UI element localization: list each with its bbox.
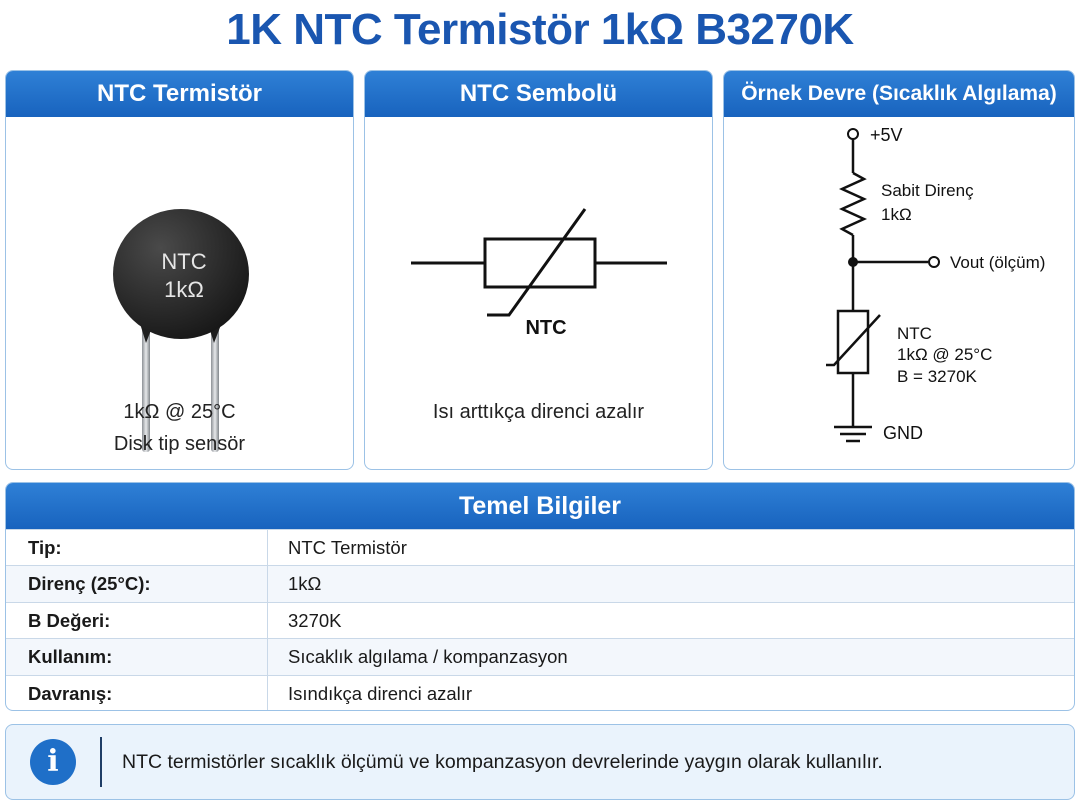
component-panel bbox=[5, 70, 354, 470]
ntc-symbol-slash bbox=[487, 209, 585, 315]
fixed-resistor bbox=[842, 173, 864, 235]
ntc-symbol bbox=[365, 117, 713, 397]
supply-terminal bbox=[848, 129, 858, 139]
output-terminal bbox=[929, 257, 939, 267]
ntc-symbol-body bbox=[485, 239, 595, 287]
table-row bbox=[6, 638, 1074, 674]
circuit-panel bbox=[723, 70, 1075, 470]
symbol-caption: Isı arttıkça direnci azalır bbox=[432, 401, 645, 423]
row-value: NTC Termistör bbox=[288, 537, 407, 558]
row-value: 1kΩ bbox=[288, 573, 322, 595]
row-value: Sıcaklık algılama / kompanzasyon bbox=[288, 646, 568, 668]
symbol-panel bbox=[364, 70, 713, 470]
table-row bbox=[6, 602, 1074, 638]
ground-label: GND bbox=[883, 423, 923, 443]
thermistor-disk bbox=[113, 209, 249, 339]
output-label: Vout (ölçüm) bbox=[950, 253, 1046, 272]
fixed-resistor-label-line1: Sabit Direnç bbox=[881, 181, 974, 200]
table-row bbox=[6, 529, 1074, 565]
row-key: Tip: bbox=[6, 530, 268, 565]
supply-label: +5V bbox=[870, 125, 903, 145]
component-panel-header: NTC Termistör bbox=[6, 71, 353, 117]
info-note bbox=[5, 724, 1075, 800]
row-key: Direnç (25°C): bbox=[6, 566, 268, 601]
circuit-ntc-label-line3: B = 3270K bbox=[897, 367, 977, 386]
thermistor-label-line2: 1kΩ bbox=[164, 277, 204, 302]
row-key: B Değeri: bbox=[6, 603, 268, 638]
basic-info-header: Temel Bilgiler bbox=[6, 483, 1074, 529]
component-caption-line2: Disk tip sensör bbox=[113, 433, 246, 455]
fixed-resistor-label-line2: 1kΩ bbox=[881, 205, 912, 224]
circuit-ntc-label-line1: NTC bbox=[897, 324, 932, 343]
row-key: Davranış: bbox=[6, 676, 268, 711]
symbol-panel-header: NTC Sembolü bbox=[365, 71, 712, 117]
table-row bbox=[6, 565, 1074, 601]
basic-info-rows bbox=[6, 529, 1074, 711]
row-value: 3270K bbox=[288, 609, 342, 631]
divider-circuit bbox=[724, 117, 1075, 467]
circuit-panel-header: Örnek Devre (Sıcaklık Algılama) bbox=[724, 71, 1074, 117]
circuit-ntc bbox=[838, 311, 868, 373]
note-text: NTC termistörler sıcaklık ölçümü ve kompanzasyon devrelerinde yaygın olarak kullanılır. bbox=[122, 751, 883, 773]
page-title: 1K NTC Termistör 1kΩ B3270K bbox=[226, 5, 854, 54]
thermistor-label-line1: NTC bbox=[161, 249, 207, 274]
info-icon: i bbox=[30, 739, 76, 785]
ntc-symbol-label: NTC bbox=[525, 317, 567, 339]
circuit-ntc-label-line2: 1kΩ @ 25°C bbox=[897, 345, 993, 364]
component-caption-line1: 1kΩ @ 25°C bbox=[123, 401, 236, 423]
row-value: Isındıkça direnci azalır bbox=[288, 682, 473, 704]
table-row bbox=[6, 675, 1074, 711]
basic-info-table bbox=[5, 482, 1075, 711]
note-divider bbox=[100, 737, 102, 787]
row-key: Kullanım: bbox=[6, 639, 268, 674]
